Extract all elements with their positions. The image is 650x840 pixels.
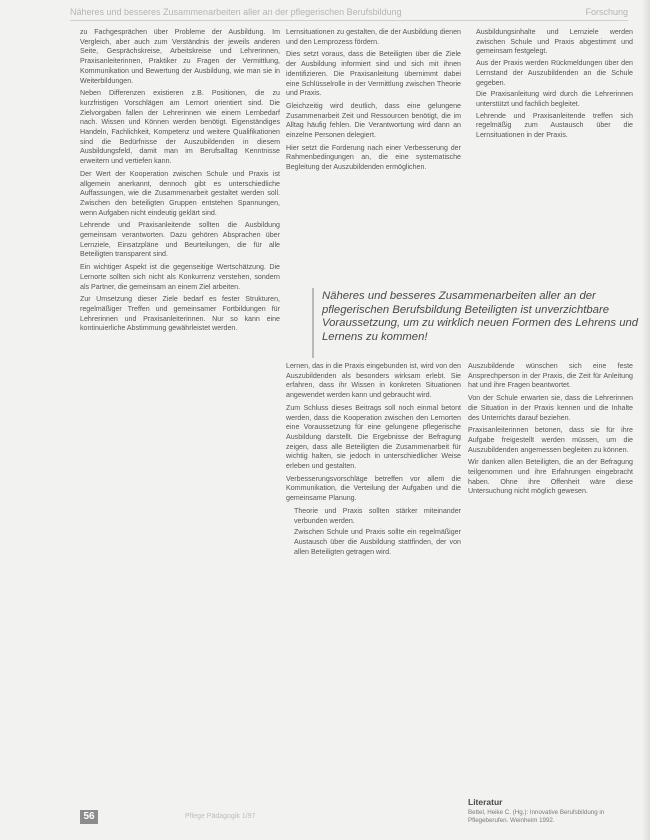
- left-column: [80, 28, 280, 803]
- paragraph: Auszubildende wünschen sich eine feste Ansprechperson in der Praxis, die Zeit für Anleitung hat und ihre Fragen beantwortet.: [468, 362, 633, 390]
- list-item: • Lehrende und Praxisanleitende treffen sich regelmäßig zum Austausch über die Lernsituationen in der Praxis.: [476, 112, 633, 141]
- paragraph: Ein wichtiger Aspekt ist die gegenseitige Wertschätzung. Die Lernorte sollten sich nicht als Konkurrenz verstehen, sondern als Partner, die gemeinsam an einem Ziel arbeiten.: [80, 263, 280, 291]
- running-header: [70, 6, 628, 21]
- list-item: • Aus der Praxis werden Rückmeldungen über den Lernstand der Auszubildenden an die Schule gegeben.: [476, 59, 633, 88]
- paragraph: Hier setzt die Forderung nach einer Verbesserung der Rahmenbedingungen an, die eine systematische Begleitung der Auszubildenden ermöglichen.: [286, 143, 461, 172]
- middle-column-top: [286, 28, 461, 280]
- page-number: 56: [80, 810, 98, 824]
- journal-footer: Pflege Pädagogik 1/97: [185, 813, 256, 820]
- paragraph: Zum Schluss dieses Beitrags soll noch einmal betont werden, dass die Kooperation zwischen den Lernorten eine Voraussetzung für eine gelungene pflegerische Ausbildung darstellt. Die Ergebnisse der Befragung zeigen, dass alle Beteiligten die Zusammenarbeit für wichtig halten, sie jedoch in unterschiedlicher Weise erleben und gestalten.: [286, 403, 461, 471]
- paragraph: Verbesserungsvorschläge betreffen vor allem die Kommunikation, die Verteilung der Aufgaben und die gemeinsame Planung.: [286, 474, 461, 503]
- right-column-bottom: [468, 362, 633, 787]
- list-item: • Theorie und Praxis sollten stärker miteinander verbunden werden.: [294, 507, 461, 526]
- right-column-top: [468, 28, 633, 280]
- paragraph: Der Wert der Kooperation zwischen Schule und Praxis ist allgemein anerkannt, dennoch gibt es unterschiedliche Auffassungen, wie die Zusammenarbeit gestaltet werden soll. Zwischen den beteiligten Gruppen entstehen Spannungen, wenn Aufgaben nicht eindeutig geklärt sind.: [80, 169, 280, 217]
- middle-column-bottom: [286, 362, 461, 802]
- paragraph: Zur Umsetzung dieser Ziele bedarf es fester Strukturen, regelmäßiger Treffen und gemeinsamer Fortbildungen für Lehrerinnen und Praxisanleiterinnen. Nur so kann eine kontinuierliche Abstimmung gewährleistet werden.: [80, 295, 280, 333]
- list-item: • Ausbildungsinhalte und Lernziele werden zwischen Schule und Praxis abgestimmt und gemeinsam festgelegt.: [476, 28, 633, 57]
- paragraph: Gleichzeitig wird deutlich, dass eine gelungene Zusammenarbeit Zeit und Ressourcen benötigt, die im Alltag häufig fehlen. Die Verantwortung wird dann an einzelne Personen delegiert.: [286, 101, 461, 140]
- paragraph: Neben Differenzen existieren z.B. Positionen, die zu kurzfristigen Vorschlägen am Lernort orientiert sind. Die Zielvorgaben fallen der Lehrerinnen wie einem Lernbedarf nach. Wissen und Können werden benötigt. Eigenständiges Handeln, Fachlichkeit, Kompetenz und weitere Qualifikationen sind die Bedürfnisse der Auszubildenden in diesem Ausbildungsfeld, damit man im Berufsalltag Kenntnisse erweitern und vertiefen kann.: [80, 89, 280, 166]
- paragraph: zu Fachgesprächen über Probleme der Ausbildung. Im Vergleich, aber auch zum Verständnis der jeweils anderen Seite, Gesprächskreise, Arbeitskreise und Lehrerinnen, Praxisanleiterinnen, Praktiker zu Fragen der Vermittlung, Kommunikation und Bewertung der Ausbildung, wie man sie in Weiterbildungen.: [80, 28, 280, 85]
- paragraph: Von der Schule erwarten sie, dass die Lehrerinnen die Situation in der Praxis kennen und die Inhalte des Unterrichts darauf beziehen.: [468, 394, 633, 422]
- running-head-text: Näheres und besseres Zusammenarbeiten aller an der pflegerischen Berufsbildung: [70, 7, 402, 17]
- pull-quote: Näheres und besseres Zusammenarbeiten aller an der pflegerischen Berufsbildung Beteiligten ist unverzichtbare Voraussetzung, um zu wirklich neuen Formen des Lehrens und Lernens zu kommen!: [312, 288, 650, 358]
- bullet-list: [468, 28, 633, 141]
- paragraph: Wir danken allen Beteiligten, die an der Befragung teilgenommen und ihre Erfahrungen eingebracht haben. Ohne ihre Offenheit wäre diese Untersuchung nicht möglich gewesen.: [468, 458, 633, 496]
- paragraph: Lernsituationen zu gestalten, die der Ausbildung dienen und den Lernprozess fördern.: [286, 28, 461, 46]
- bullet-list: [286, 507, 461, 558]
- literature-entry: Bettel, Heike C. (Hg.): Innovative Berufsbildung in Pflegeberufen. Weinheim 1992.: [468, 809, 605, 824]
- list-item: • Die Praxisanleitung wird durch die Lehrerinnen unterstützt und fachlich begleitet.: [476, 90, 633, 109]
- literature-heading: Literatur: [468, 797, 503, 807]
- section-label: Forschung: [585, 7, 628, 17]
- paragraph: Lernen, das in die Praxis eingebunden ist, wird von den Auszubildenden als besonders wirksam erlebt. Sie erfahren, dass ihr Wissen in konkreten Situationen angewendet werden kann und gebraucht wird.: [286, 362, 461, 400]
- paragraph: Dies setzt voraus, dass die Beteiligten über die Ziele der Ausbildung informiert sind und sich mit ihnen identifizieren. Die Praxisanleitung übernimmt dabei eine Schlüsselrolle in der Vermittlung zwischen Theorie und Praxis.: [286, 50, 461, 98]
- page-edge-shadow: [642, 0, 650, 840]
- paragraph: Lehrende und Praxisanleitende sollten die Ausbildung gemeinsam verantworten. Dazu gehören Absprachen über Lernziele, Einsatzpläne und Beurteilungen, die für alle Beteiligten transparent sind.: [80, 221, 280, 259]
- paragraph: Praxisanleiterinnen betonen, dass sie für ihre Aufgabe freigestellt werden müssen, um die Auszubildenden angemessen begleiten zu können.: [468, 426, 633, 454]
- list-item: • Zwischen Schule und Praxis sollte ein regelmäßiger Austausch über die Ausbildung stattfinden, der von allen Beteiligten getragen wird.: [294, 528, 461, 557]
